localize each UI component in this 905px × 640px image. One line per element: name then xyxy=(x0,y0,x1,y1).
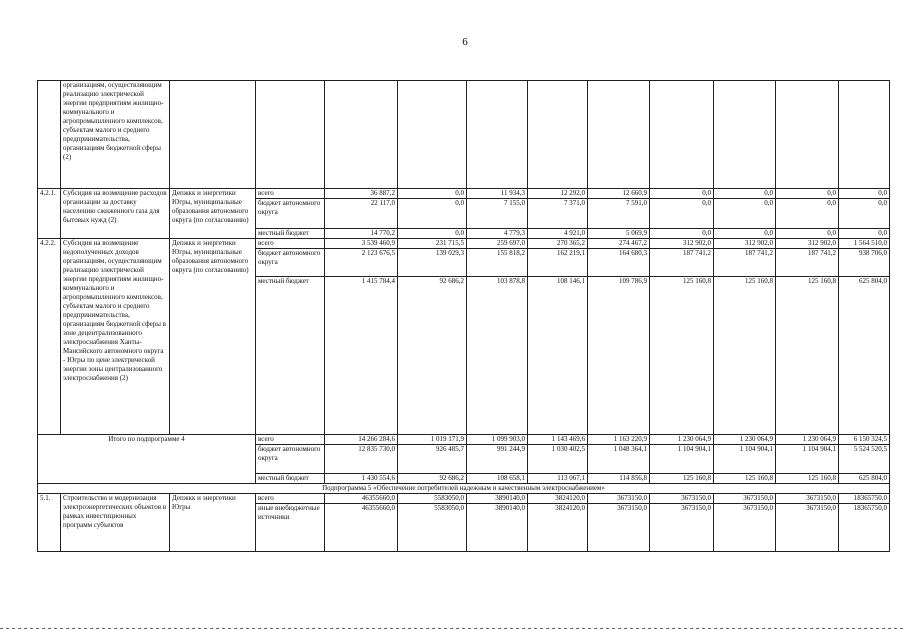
value-cell: 312 902,0 xyxy=(650,239,714,249)
value-cell: 7 155,0 xyxy=(467,199,528,229)
value-cell: 109 786,9 xyxy=(588,277,650,435)
value-cell: 1 048 364,1 xyxy=(588,445,650,474)
value-cell: 3890140,0 xyxy=(467,504,528,552)
value-cell: 1 230 064,9 xyxy=(776,435,839,445)
value-cell: 4 921,0 xyxy=(528,229,588,239)
value-cell: 92 686,2 xyxy=(398,277,467,435)
funding-source: местный бюджет xyxy=(256,229,325,239)
value-cell: 3673150,0 xyxy=(650,504,714,552)
page-number: 6 xyxy=(462,36,468,48)
responsible-executor: Депжкк и энергетики Югры, муниципальные образования автономного округа (по согласованию) xyxy=(170,239,256,435)
measure-description: Субсидия на возмещение недополученных доходов организациям, осуществляющим реализацию электрической энергии предприятиям жилищно-коммунального и агропромышленного комплексов, субъектам малого и среднего предпринимательства, организациям бюджетной сферы в зоне децентрализованного электроснабжения Ханты-Мансийского автономного округа - Югры по цене электрической энергии зоны централизованного электроснабжения (2) xyxy=(61,239,170,435)
value-cell: 1 230 064,9 xyxy=(650,435,714,445)
value-cell: 113 067,1 xyxy=(528,474,588,484)
value-cell: 125 160,8 xyxy=(650,277,714,435)
value-cell: 0,0 xyxy=(714,189,776,199)
value-cell: 108 146,1 xyxy=(528,277,588,435)
value-cell: 0,0 xyxy=(650,199,714,229)
value-cell: 0,0 xyxy=(650,189,714,199)
funding-source: бюджет автономного округа xyxy=(256,199,325,229)
source-cell xyxy=(256,81,325,189)
measure-description: Субсидия на возмещение расходов организации за доставку населению сжиженного газа для бытовых нужд (2) xyxy=(61,189,170,239)
value-cell: 12 835 730,0 xyxy=(325,445,398,474)
responsible-executor: Депжкк и энергетики Югры, муниципальные образования автономного округа (по согласованию) xyxy=(170,189,256,239)
funding-source: бюджет автономного округа xyxy=(256,249,325,277)
value-cell: 11 934,3 xyxy=(467,189,528,199)
value-cell: 14 770,2 xyxy=(325,229,398,239)
value-cell: 12 660,9 xyxy=(588,189,650,199)
subprogram-title: Подпрограмма 5 «Обеспечение потребителей надежным и качественным электроснабжением» xyxy=(38,484,890,494)
value-cell: 1 030 402,5 xyxy=(528,445,588,474)
value-cell: 1 143 469,6 xyxy=(528,435,588,445)
value-cell: 1 104 904,1 xyxy=(650,445,714,474)
row-number xyxy=(38,81,61,189)
row-number: 5.1. xyxy=(38,494,61,552)
value-cell: 103 878,8 xyxy=(467,277,528,435)
value-cell: 1 099 903,0 xyxy=(467,435,528,445)
value-cell: 46355660,0 xyxy=(325,494,398,504)
value-cell: 5 524 520,5 xyxy=(839,445,890,474)
value-cell: 312 902,0 xyxy=(714,239,776,249)
funding-source: всего xyxy=(256,435,325,445)
value-cell: 0,0 xyxy=(714,229,776,239)
value-cell: 125 160,8 xyxy=(776,474,839,484)
value-cell: 2 123 676,5 xyxy=(325,249,398,277)
value-cell: 991 244,9 xyxy=(467,445,528,474)
value-cell: 3 539 460,9 xyxy=(325,239,398,249)
value-cell: 187 741,2 xyxy=(650,249,714,277)
value-cell: 3673150,0 xyxy=(650,494,714,504)
value-cell: 0,0 xyxy=(398,199,467,229)
funding-source: бюджет автономного округа xyxy=(256,445,325,474)
value-cell: 0,0 xyxy=(776,199,839,229)
table-row xyxy=(38,494,890,504)
value-cell: 625 804,0 xyxy=(839,474,890,484)
value-cell: 0,0 xyxy=(398,229,467,239)
value-cell: 259 697,0 xyxy=(467,239,528,249)
row-number: 4.2.2. xyxy=(38,239,61,435)
value-cell: 1 430 554,6 xyxy=(325,474,398,484)
value-cell: 125 160,8 xyxy=(650,474,714,484)
value-cell: 5583050,0 xyxy=(398,494,467,504)
value-cell: 14 266 284,6 xyxy=(325,435,398,445)
funding-source: местный бюджет xyxy=(256,474,325,484)
value-cell: 1 564 510,0 xyxy=(839,239,890,249)
value-cell: 139 029,3 xyxy=(398,249,467,277)
responsible-cell xyxy=(170,81,256,189)
value-cell: 6 150 324,5 xyxy=(839,435,890,445)
row-number: 4.2.1. xyxy=(38,189,61,239)
table-row xyxy=(38,81,890,189)
funding-source: всего xyxy=(256,239,325,249)
page-edge-divider xyxy=(0,628,905,629)
value-cell: 7 591,0 xyxy=(588,199,650,229)
value-cell: 18365750,0 xyxy=(839,504,890,552)
value-cell: 1 230 064,9 xyxy=(714,435,776,445)
value-cell: 0,0 xyxy=(776,189,839,199)
funding-source: местный бюджет xyxy=(256,277,325,435)
value-cell: 46355660,0 xyxy=(325,504,398,552)
value-cell: 18365750,0 xyxy=(839,494,890,504)
value-cell: 3673150,0 xyxy=(776,494,839,504)
value-cell: 938 706,0 xyxy=(839,249,890,277)
value-cell: 22 117,0 xyxy=(325,199,398,229)
value-cell: 312 902,0 xyxy=(776,239,839,249)
value-cell: 36 887,2 xyxy=(325,189,398,199)
value-cell: 3673150,0 xyxy=(714,504,776,552)
value-cell: 0,0 xyxy=(398,189,467,199)
value-cell: 0,0 xyxy=(650,229,714,239)
value-cell: 7 371,0 xyxy=(528,199,588,229)
value-cell: 1 104 904,1 xyxy=(776,445,839,474)
value-cell: 1 163 220,9 xyxy=(588,435,650,445)
value-cell: 0,0 xyxy=(839,199,890,229)
table-row xyxy=(38,435,890,445)
value-cell: 114 856,8 xyxy=(588,474,650,484)
value-cell: 5583050,0 xyxy=(398,504,467,552)
value-cell: 3824120,0 xyxy=(528,494,588,504)
value-cell: 3673150,0 xyxy=(588,504,650,552)
value-cell: 1 104 904,1 xyxy=(714,445,776,474)
value-cell: 4 779,3 xyxy=(467,229,528,239)
subprogram-total-label: Итого по подпрограмме 4 xyxy=(38,435,256,484)
value-cell: 3673150,0 xyxy=(776,504,839,552)
table-row xyxy=(38,189,890,199)
value-cell: 274 467,2 xyxy=(588,239,650,249)
responsible-executor: Депжкк и энергетики Югры xyxy=(170,494,256,552)
funding-source: иные внебюджетные источники xyxy=(256,504,325,552)
value-cell: 0,0 xyxy=(714,199,776,229)
value-cell: 625 804,0 xyxy=(839,277,890,435)
value-cell: 92 686,2 xyxy=(398,474,467,484)
value-cell: 164 680,3 xyxy=(588,249,650,277)
program-funding-table xyxy=(37,80,890,552)
value-cell: 1 415 784,4 xyxy=(325,277,398,435)
value-cell: 0,0 xyxy=(839,189,890,199)
value-cell: 187 741,2 xyxy=(714,249,776,277)
value-cell: 3824120,0 xyxy=(528,504,588,552)
value-cell: 3673150,0 xyxy=(588,494,650,504)
value-cell: 231 715,5 xyxy=(398,239,467,249)
value-cell: 108 658,1 xyxy=(467,474,528,484)
value-cell: 0,0 xyxy=(776,229,839,239)
value-cell: 125 160,8 xyxy=(776,277,839,435)
funding-source: всего xyxy=(256,494,325,504)
value-cell: 187 741,2 xyxy=(776,249,839,277)
value-cell: 1 019 171,9 xyxy=(398,435,467,445)
value-cell: 0,0 xyxy=(839,229,890,239)
value-cell: 5 069,9 xyxy=(588,229,650,239)
value-cell: 155 818,2 xyxy=(467,249,528,277)
value-cell: 270 365,2 xyxy=(528,239,588,249)
value-cell: 125 160,8 xyxy=(714,474,776,484)
value-cell: 12 292,0 xyxy=(528,189,588,199)
table-row xyxy=(38,484,890,494)
value-cell: 162 219,1 xyxy=(528,249,588,277)
measure-description: Строительство и модернизация электроэнергетических объектов в рамках инвестиционных программ субъектов xyxy=(61,494,170,552)
measure-description: организациям, осуществляющим реализацию электрической энергии предприятиям жилищно-коммунального и агропромышленного комплексов, субъектам малого и среднего предпринимательства, организациям бюджетной сферы (2) xyxy=(61,81,170,189)
funding-source: всего xyxy=(256,189,325,199)
table-row xyxy=(38,239,890,249)
value-cell: 926 485,7 xyxy=(398,445,467,474)
value-cell: 3673150,0 xyxy=(714,494,776,504)
value-cell: 125 160,8 xyxy=(714,277,776,435)
value-cell: 3890140,0 xyxy=(467,494,528,504)
